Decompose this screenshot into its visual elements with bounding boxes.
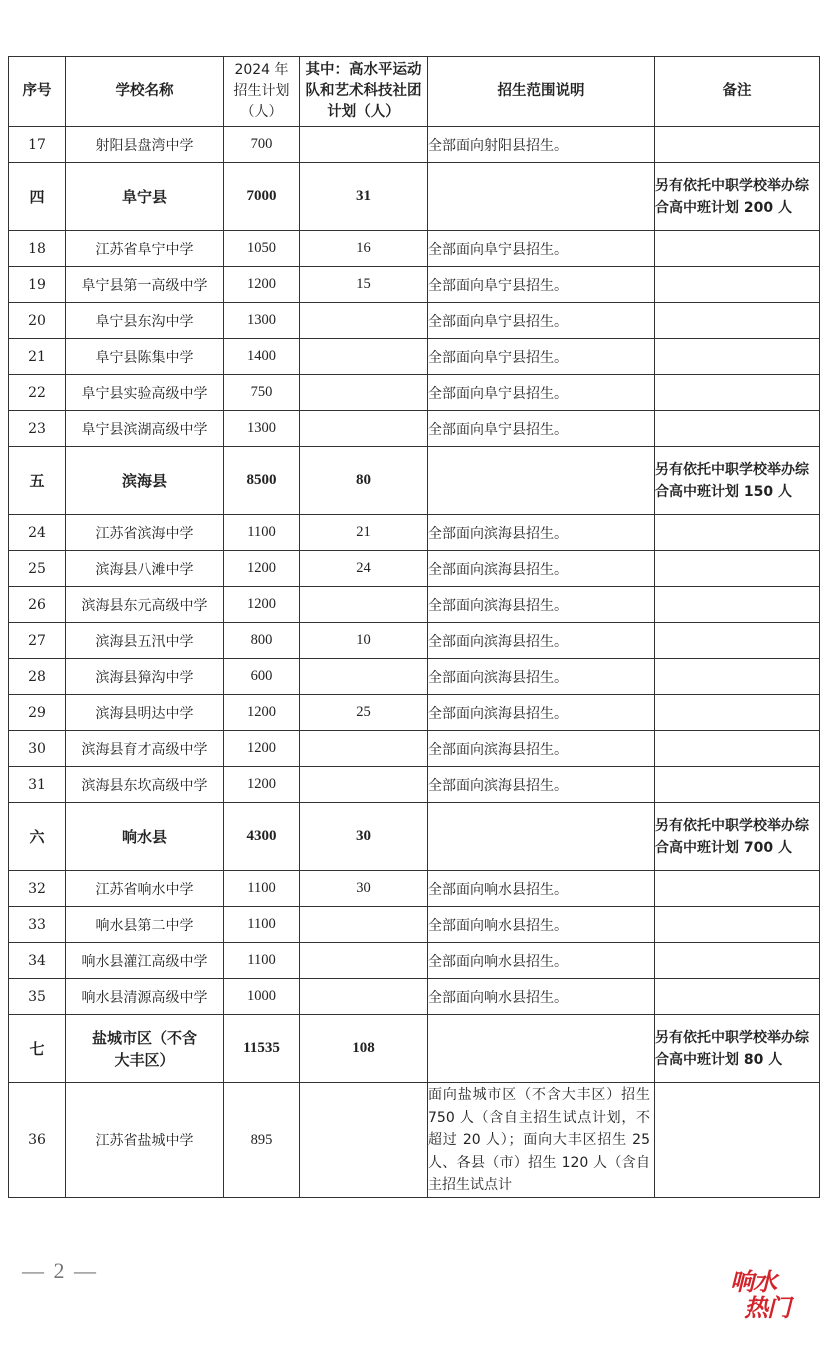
plan-count: 1000 — [224, 979, 300, 1015]
scope-description — [428, 1083, 655, 1198]
school-row — [9, 375, 820, 411]
row-index: 五 — [9, 447, 66, 515]
row-index: 25 — [9, 551, 66, 587]
scope-description: 全部面向滨海县招生。 — [428, 659, 655, 695]
remark — [655, 979, 820, 1015]
special-plan-count: 108 — [300, 1015, 428, 1083]
school-name: 阜宁县第一高级中学 — [66, 267, 224, 303]
school-name: 阜宁县东沟中学 — [66, 303, 224, 339]
school-name: 盐城市区（不含大丰区） — [66, 1015, 224, 1083]
school-row — [9, 231, 820, 267]
scope-description: 全部面向滨海县招生。 — [428, 695, 655, 731]
school-name: 江苏省响水中学 — [66, 871, 224, 907]
scope-description: 全部面向滨海县招生。 — [428, 767, 655, 803]
scope-description: 全部面向滨海县招生。 — [428, 551, 655, 587]
remark — [655, 623, 820, 659]
plan-count: 600 — [224, 659, 300, 695]
header-school-name: 学校名称 — [66, 57, 224, 127]
remark: 另有依托中职学校举办综合高中班计划 150 人 — [655, 447, 820, 515]
remark — [655, 303, 820, 339]
school-row — [9, 623, 820, 659]
scope-description: 全部面向滨海县招生。 — [428, 623, 655, 659]
special-plan-count — [300, 127, 428, 163]
school-row — [9, 907, 820, 943]
scope-description: 全部面向阜宁县招生。 — [428, 267, 655, 303]
remark — [655, 267, 820, 303]
county-summary-row — [9, 1015, 820, 1083]
row-index: 27 — [9, 623, 66, 659]
row-index: 31 — [9, 767, 66, 803]
remark — [655, 907, 820, 943]
special-plan-count — [300, 303, 428, 339]
row-index: 28 — [9, 659, 66, 695]
header-plan-2024: 2024 年招生计划（人） — [224, 57, 300, 127]
special-plan-count: 21 — [300, 515, 428, 551]
logo-line-2: 热门 — [744, 1294, 790, 1322]
special-plan-count: 16 — [300, 231, 428, 267]
school-name: 滨海县獐沟中学 — [66, 659, 224, 695]
plan-count: 1100 — [224, 515, 300, 551]
plan-count: 1100 — [224, 871, 300, 907]
school-row — [9, 943, 820, 979]
school-row — [9, 767, 820, 803]
scope-description — [428, 1015, 655, 1083]
scope-description: 全部面向阜宁县招生。 — [428, 303, 655, 339]
plan-count: 750 — [224, 375, 300, 411]
remark — [655, 515, 820, 551]
scope-description: 全部面向响水县招生。 — [428, 979, 655, 1015]
plan-count: 800 — [224, 623, 300, 659]
plan-count: 1200 — [224, 587, 300, 623]
school-name: 滨海县五汛中学 — [66, 623, 224, 659]
special-plan-count — [300, 659, 428, 695]
county-summary-row — [9, 803, 820, 871]
scope-description — [428, 163, 655, 231]
remark — [655, 551, 820, 587]
remark — [655, 375, 820, 411]
scope-description: 全部面向滨海县招生。 — [428, 731, 655, 767]
row-index: 19 — [9, 267, 66, 303]
row-index: 36 — [9, 1083, 66, 1198]
table-header-row — [9, 57, 820, 127]
plan-count: 700 — [224, 127, 300, 163]
plan-count: 4300 — [224, 803, 300, 871]
row-index: 七 — [9, 1015, 66, 1083]
plan-count: 1200 — [224, 551, 300, 587]
county-summary-row — [9, 163, 820, 231]
special-plan-count: 30 — [300, 871, 428, 907]
remark: 另有依托中职学校举办综合高中班计划 200 人 — [655, 163, 820, 231]
school-row — [9, 659, 820, 695]
special-plan-count — [300, 587, 428, 623]
special-plan-count — [300, 907, 428, 943]
special-plan-count — [300, 731, 428, 767]
remark — [655, 767, 820, 803]
special-plan-count: 25 — [300, 695, 428, 731]
remark — [655, 339, 820, 375]
school-row — [9, 303, 820, 339]
remark — [655, 411, 820, 447]
special-plan-count: 30 — [300, 803, 428, 871]
plan-count: 1300 — [224, 411, 300, 447]
school-row — [9, 1083, 820, 1198]
row-index: 33 — [9, 907, 66, 943]
remark — [655, 127, 820, 163]
plan-count: 11535 — [224, 1015, 300, 1083]
scope-description: 全部面向响水县招生。 — [428, 943, 655, 979]
remark — [655, 695, 820, 731]
plan-count: 1200 — [224, 767, 300, 803]
school-name: 阜宁县实验高级中学 — [66, 375, 224, 411]
school-name: 滨海县东坎高级中学 — [66, 767, 224, 803]
header-scope: 招生范围说明 — [428, 57, 655, 127]
plan-count: 1200 — [224, 731, 300, 767]
header-note: 备注 — [655, 57, 820, 127]
plan-count: 1050 — [224, 231, 300, 267]
plan-count: 1400 — [224, 339, 300, 375]
school-name: 滨海县育才高级中学 — [66, 731, 224, 767]
school-name: 响水县清源高级中学 — [66, 979, 224, 1015]
special-plan-count: 80 — [300, 447, 428, 515]
special-plan-count: 31 — [300, 163, 428, 231]
school-name: 江苏省盐城中学 — [66, 1083, 224, 1198]
school-row — [9, 979, 820, 1015]
scope-description — [428, 447, 655, 515]
school-row — [9, 587, 820, 623]
school-row — [9, 695, 820, 731]
special-plan-count: 15 — [300, 267, 428, 303]
row-index: 32 — [9, 871, 66, 907]
row-index: 六 — [9, 803, 66, 871]
remark — [655, 1083, 820, 1198]
school-row — [9, 127, 820, 163]
header-special-plan: 其中：高水平运动队和艺术科技社团计划（人） — [300, 57, 428, 127]
school-row — [9, 551, 820, 587]
school-row — [9, 515, 820, 551]
scope-description: 全部面向响水县招生。 — [428, 871, 655, 907]
row-index: 22 — [9, 375, 66, 411]
scope-description: 全部面向滨海县招生。 — [428, 515, 655, 551]
special-plan-count — [300, 979, 428, 1015]
school-row — [9, 871, 820, 907]
school-name: 江苏省阜宁中学 — [66, 231, 224, 267]
scope-description: 全部面向阜宁县招生。 — [428, 411, 655, 447]
school-row — [9, 731, 820, 767]
special-plan-count — [300, 375, 428, 411]
plan-count: 1100 — [224, 907, 300, 943]
scope-description: 全部面向响水县招生。 — [428, 907, 655, 943]
school-name: 滨海县东元高级中学 — [66, 587, 224, 623]
remark — [655, 943, 820, 979]
scope-description: 全部面向阜宁县招生。 — [428, 375, 655, 411]
remark — [655, 731, 820, 767]
school-name: 滨海县八滩中学 — [66, 551, 224, 587]
school-name: 阜宁县 — [66, 163, 224, 231]
row-index: 30 — [9, 731, 66, 767]
logo-line-1: 响水 — [730, 1268, 776, 1296]
special-plan-count: 24 — [300, 551, 428, 587]
remark: 另有依托中职学校举办综合高中班计划 80 人 — [655, 1015, 820, 1083]
school-name: 射阳县盘湾中学 — [66, 127, 224, 163]
row-index: 四 — [9, 163, 66, 231]
school-name: 阜宁县滨湖高级中学 — [66, 411, 224, 447]
school-row — [9, 411, 820, 447]
scope-description-text: 面向盐城市区（不含大丰区）招生 750 人（含自主招生试点计划，不超过 20 人）；面向大丰区招生 25 人、各县（市）招生 120 人（含自主招生试点计 — [428, 1087, 650, 1193]
enrollment-plan-table — [8, 56, 820, 1198]
plan-count: 1300 — [224, 303, 300, 339]
row-index: 18 — [9, 231, 66, 267]
row-index: 23 — [9, 411, 66, 447]
special-plan-count — [300, 411, 428, 447]
scope-description: 全部面向阜宁县招生。 — [428, 339, 655, 375]
page-number: — 2 — — [22, 1258, 98, 1283]
remark — [655, 231, 820, 267]
watermark-logo — [730, 1262, 808, 1320]
row-index: 20 — [9, 303, 66, 339]
special-plan-count — [300, 1083, 428, 1198]
plan-count: 1100 — [224, 943, 300, 979]
scope-description: 全部面向滨海县招生。 — [428, 587, 655, 623]
header-index: 序号 — [9, 57, 66, 127]
plan-count: 1200 — [224, 695, 300, 731]
special-plan-count — [300, 339, 428, 375]
school-name: 滨海县明达中学 — [66, 695, 224, 731]
remark — [655, 871, 820, 907]
school-name: 响水县 — [66, 803, 224, 871]
county-summary-row — [9, 447, 820, 515]
scope-description: 全部面向射阳县招生。 — [428, 127, 655, 163]
school-row — [9, 267, 820, 303]
school-row — [9, 339, 820, 375]
plan-count: 7000 — [224, 163, 300, 231]
special-plan-count — [300, 767, 428, 803]
special-plan-count: 10 — [300, 623, 428, 659]
plan-count: 895 — [224, 1083, 300, 1198]
row-index: 34 — [9, 943, 66, 979]
plan-count: 8500 — [224, 447, 300, 515]
special-plan-count — [300, 943, 428, 979]
remark — [655, 659, 820, 695]
row-index: 24 — [9, 515, 66, 551]
row-index: 29 — [9, 695, 66, 731]
scope-description: 全部面向阜宁县招生。 — [428, 231, 655, 267]
plan-count: 1200 — [224, 267, 300, 303]
school-name: 响水县灌江高级中学 — [66, 943, 224, 979]
remark: 另有依托中职学校举办综合高中班计划 700 人 — [655, 803, 820, 871]
remark — [655, 587, 820, 623]
scope-description — [428, 803, 655, 871]
school-name: 阜宁县陈集中学 — [66, 339, 224, 375]
school-name: 滨海县 — [66, 447, 224, 515]
school-name: 江苏省滨海中学 — [66, 515, 224, 551]
school-name: 响水县第二中学 — [66, 907, 224, 943]
row-index: 17 — [9, 127, 66, 163]
row-index: 35 — [9, 979, 66, 1015]
row-index: 26 — [9, 587, 66, 623]
row-index: 21 — [9, 339, 66, 375]
